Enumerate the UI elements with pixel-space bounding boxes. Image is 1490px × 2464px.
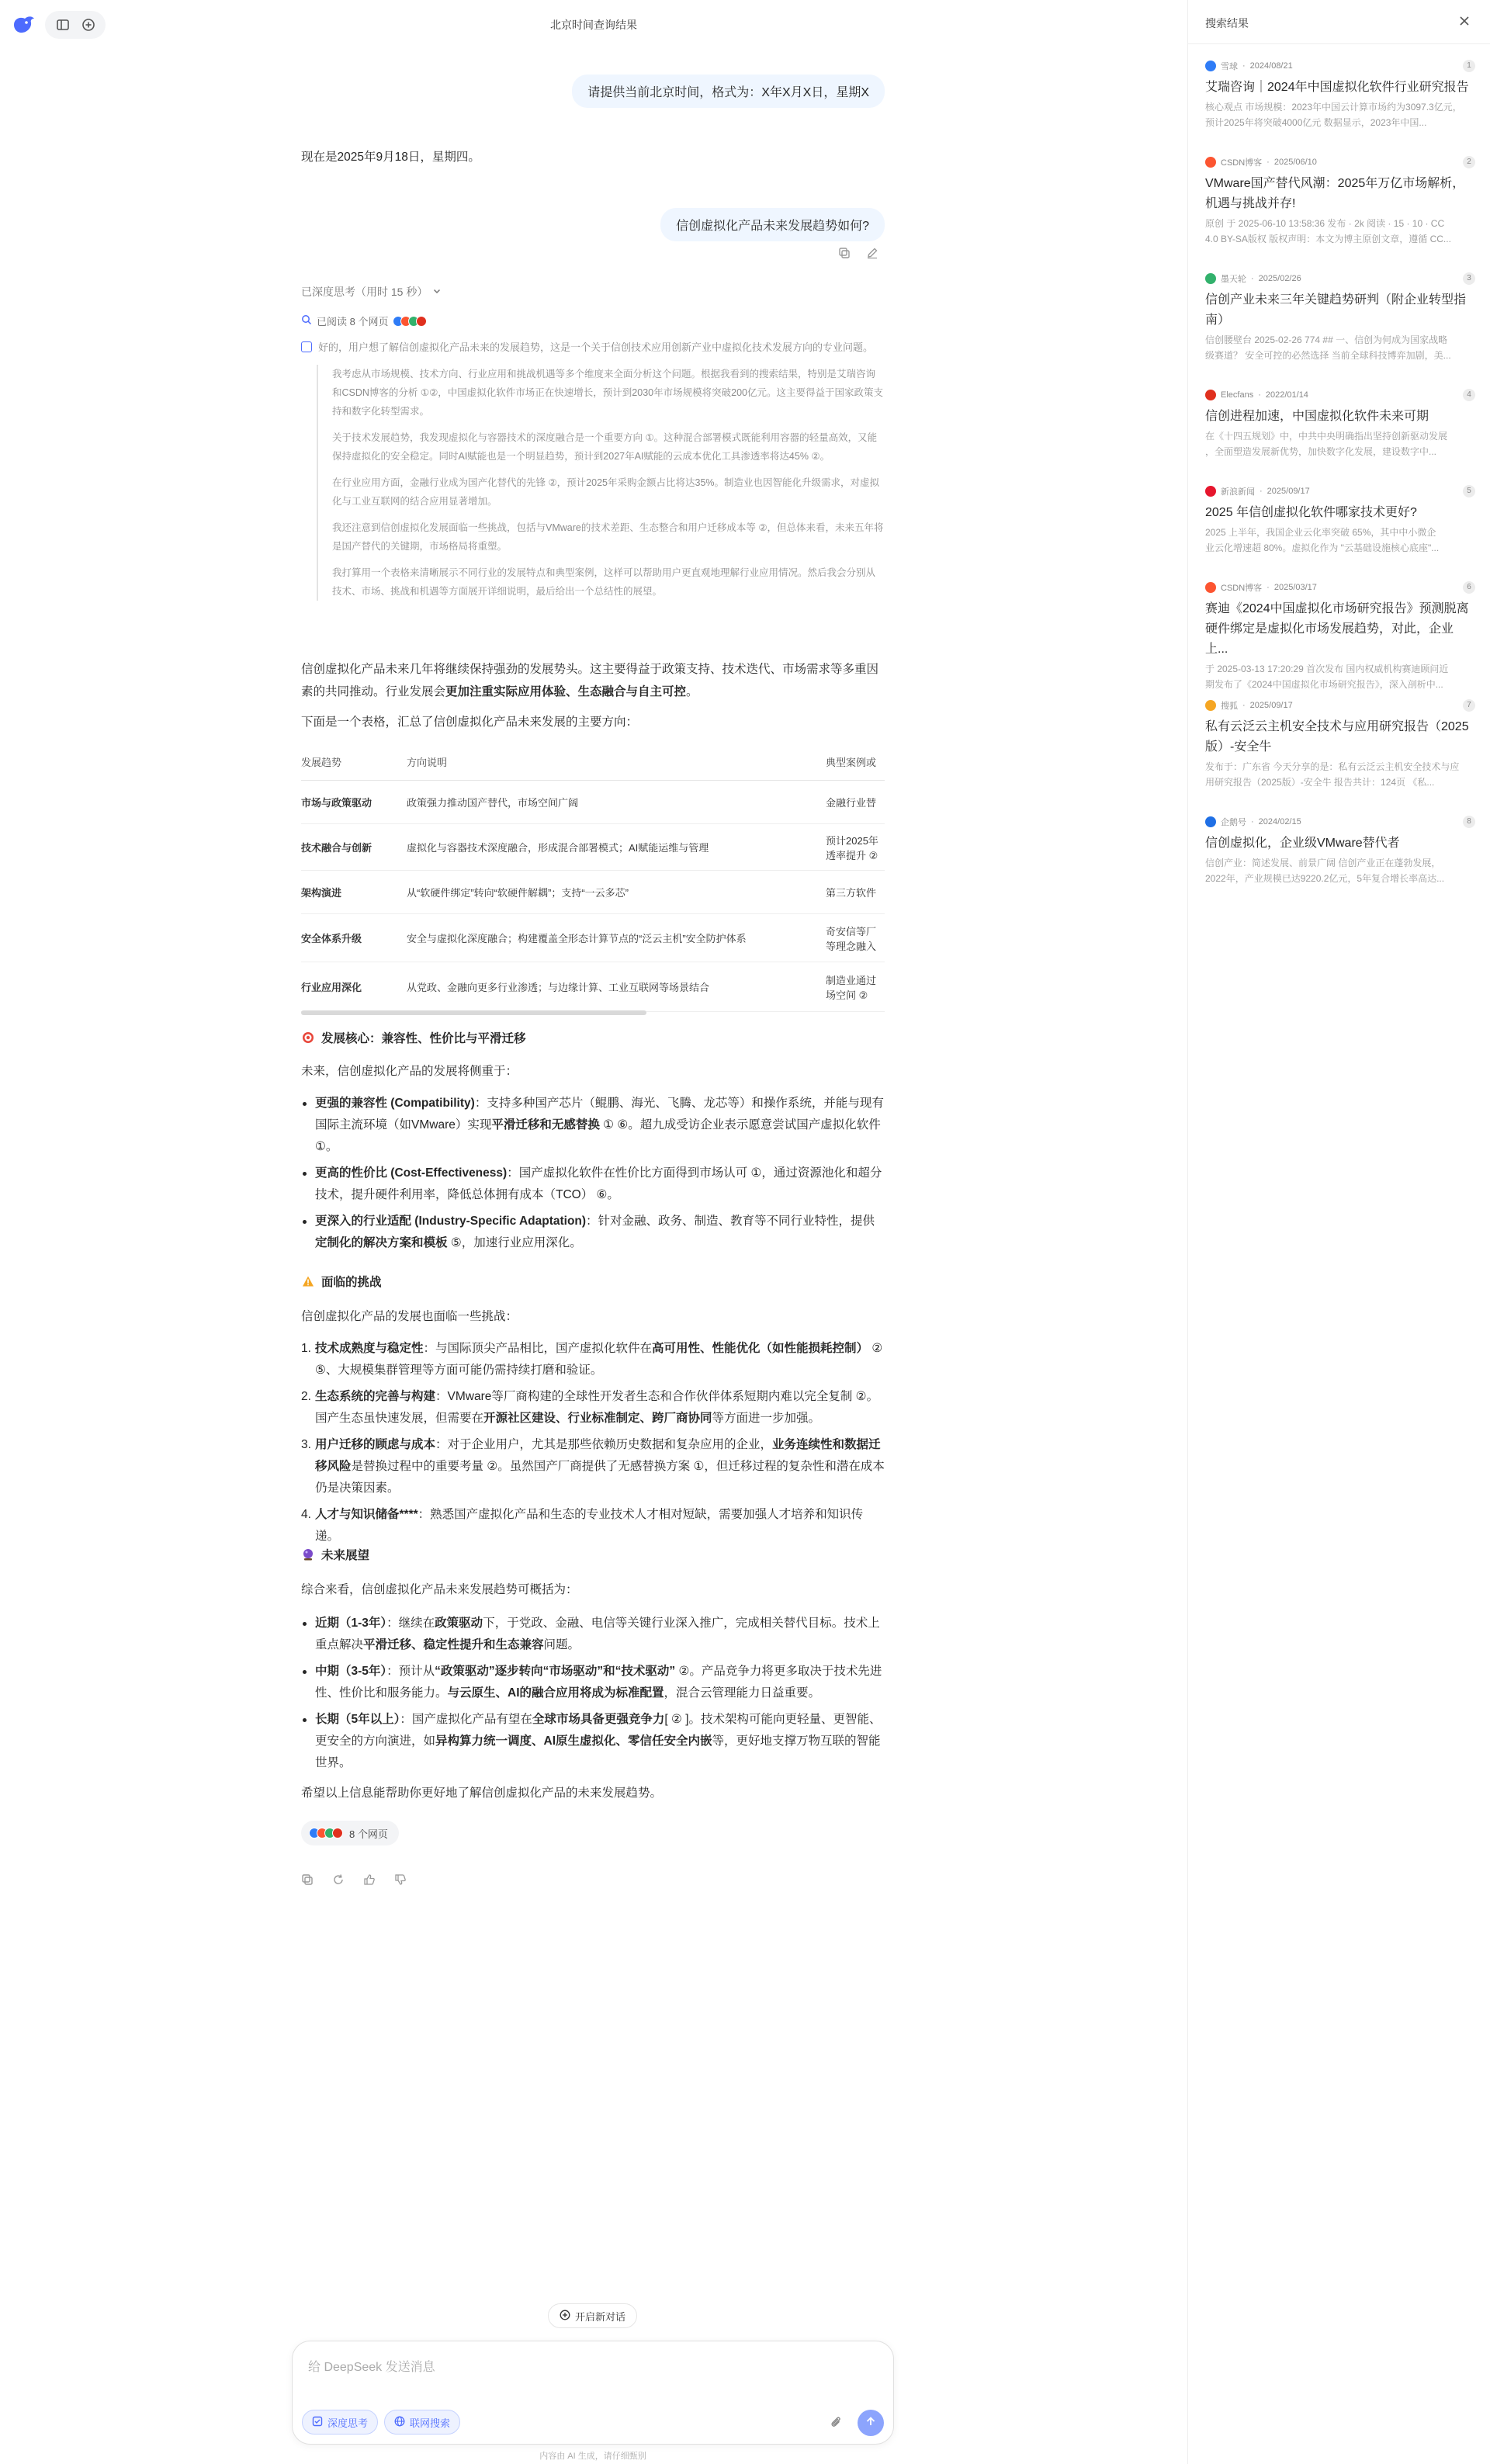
result-snippet: 期发布了《2024中国虚拟化市场研究报告》，深入剖析中... (1205, 679, 1443, 690)
answer-actions (301, 1873, 407, 1889)
think-label: 已深度思考（用时 15 秒） (301, 286, 428, 298)
message-input[interactable]: 给 DeepSeek 发送消息 (308, 2361, 435, 2374)
result-snippet: 信创腰壁台 2025-02-26 774 ## 一、信创为何成为国家战略 (1205, 334, 1448, 345)
result-snippet: 在《十四五规划》中，中共中央明确指出坚持创新驱动发展 (1205, 431, 1448, 442)
ai-answer-1: 现在是2025年9月18日，星期四。 (301, 151, 480, 164)
source-favicon-icon (1205, 390, 1216, 400)
result-title: 信创进程加速，中国虚拟化软件未来可期 (1205, 410, 1429, 423)
result-meta: CSDN博客 · 2025/06/10 2 (1205, 155, 1475, 169)
table-row (301, 824, 885, 871)
section-heading-core: 发展核心：兼容性、性价比与平滑迁移 (301, 1029, 526, 1046)
result-snippet: 2025 上半年，我国企业云化率突破 65%，其中中小微企 (1205, 527, 1436, 538)
case-cell: 金融行业替 (826, 781, 885, 824)
result-snippet: 信创产业：简述发展、前景广阔 信创产业正在蓬勃发展， (1205, 858, 1441, 868)
closing-text: 希望以上信息能帮助你更好地了解信创虚拟化产品的未来发展趋势。 (301, 1786, 663, 1800)
source-favicon-icon (1205, 273, 1216, 284)
user-message-actions (838, 247, 878, 263)
thumbs-down-icon[interactable] (394, 1873, 407, 1889)
result-snippet: 原创 于 2025-06-10 13:58:36 发布 · 2k 阅读 · 15 · 10 · CC (1205, 218, 1445, 229)
search-result-item[interactable] (1205, 484, 1475, 556)
table-header-cell: 典型案例或 (826, 743, 885, 781)
result-meta: 搜狐 · 2025/09/17 7 (1205, 698, 1475, 712)
core-list (301, 1093, 885, 1259)
think-paragraph: 我打算用一个表格来清晰展示不同行业的发展特点和典型案例，这样可以帮助用户更直观地理解行业应用情况。然后我会分别从技术、市场、挑战和机遇等方面展开详细说明，最后给出一个总结性的展望。 (332, 567, 876, 597)
result-meta: CSDN博客 · 2025/03/17 6 (1205, 580, 1475, 594)
list-item: 1. 技术成熟度与稳定性：与国际顶尖产品相比，国产虚拟化软件在高可用性、性能优化（如性能损耗控制） ② ⑤、大规模集群管理等方面可能仍需持续打磨和验证。 (301, 1342, 883, 1377)
desc-cell: 从党政、金融向更多行业渗透；与边缘计算、工业互联网等场景结合 (407, 962, 826, 1012)
copy-icon[interactable] (838, 247, 851, 263)
section-intro: 综合来看，信创虚拟化产品未来发展趋势可概括为： (301, 1583, 578, 1596)
list-item: 4. 人才与知识储备****：熟悉国产虚拟化产品和生态的专业技术人才相对短缺，需要加强人才培养和知识传递。 (301, 1508, 864, 1543)
trend-cell: 行业应用深化 (301, 962, 407, 1012)
result-snippet: 用研究报告（2025版）-安全牛 报告共计：124页 《私... (1205, 777, 1435, 788)
result-snippet: 级赛道？ 安全可控的必然选择 当前全球科技博弈加剧，美... (1205, 350, 1451, 361)
result-title: 私有云泛云主机安全技术与应用研究报告（2025版）-安全牛 (1205, 720, 1469, 754)
new-chat-button[interactable]: 开启新对话 (548, 2303, 637, 2328)
list-item: 近期（1-3年）：继续在政策驱动下，于党政、金融、电信等关键行业深入推广，完成相关替代目标。技术上重点解决平滑迁移、稳定性提升和生态兼容问题。 (301, 1613, 885, 1656)
result-snippet: 4.0 BY-SA版权 版权声明：本文为博主原创文章，遵循 CC... (1205, 234, 1451, 244)
outlook-list (301, 1613, 885, 1779)
user-message-1: 请提供当前北京时间，格式为：X年X月X日，星期X (572, 75, 885, 108)
result-snippet: 2022年，产业规模已达9220.2亿元，5年复合增长率高达... (1205, 873, 1445, 884)
case-cell: 预计2025年 透率提升 ② (826, 824, 885, 871)
source-favicon-icon (1205, 486, 1216, 497)
result-snippet: ，全面塑造发展新优势，加快数字化发展，建设数字中... (1205, 446, 1437, 457)
case-cell: 第三方软件 (826, 871, 885, 914)
think-paragraph: 我还注意到信创虚拟化发展面临一些挑战，包括与VMware的技术差距、生态整合和用户迁移成本等 ②，但总体来看，未来五年将是国产替代的关键期，市场格局将重塑。 (332, 522, 884, 552)
result-snippet: 业云化增速超 80%。虚拟化作为 "云基础设施核心底座"... (1205, 542, 1440, 553)
message-composer[interactable] (292, 2341, 894, 2445)
regenerate-icon[interactable] (332, 1873, 345, 1889)
source-favicon-icon (1205, 157, 1216, 168)
table-header-cell: 发展趋势 (301, 743, 407, 781)
deep-think-button[interactable]: 深度思考 (302, 2410, 378, 2435)
edit-icon[interactable] (866, 247, 878, 263)
desc-cell: 从“软硬件绑定”转向“软硬件解耦”；支持“一云多芯” (407, 871, 826, 914)
case-cell: 制造业通过 场空间 ② (826, 962, 885, 1012)
warning-icon (301, 1274, 315, 1288)
think-paragraph: 我考虑从市场规模、技术方向、行业应用和挑战机遇等多个维度来全面分析这个问题。根据我看到的搜索结果，特别是艾瑞咨询和CSDN博客的分析 ①②，中国虚拟化软件市场正在快速增长，预计到2030年市场规模将突破200亿元。这主要得益于国家政策支持和数字化转型需求。 (332, 369, 883, 417)
think-first-line: 好的，用户想了解信创虚拟化产品未来的发展趋势，这是一个关于信创技术应用创新产业中虚拟化技术发展方向的专业问题。 (301, 338, 885, 357)
result-snippet: 预计2025年将突破4000亿元 数据显示，2023年中国... (1205, 117, 1427, 128)
source-favicon-icon (1205, 816, 1216, 827)
result-snippet: 发布于：广东省 今天分享的是：私有云泛云主机安全技术与应 (1205, 761, 1460, 772)
trend-table[interactable] (301, 743, 885, 1012)
think-body (317, 365, 885, 601)
result-meta: 墨天轮 · 2025/02/26 3 (1205, 272, 1475, 286)
copy-icon[interactable] (301, 1873, 314, 1889)
challenge-list (301, 1338, 885, 1552)
result-meta: 新浪新闻 · 2025/09/17 5 (1205, 484, 1475, 498)
list-item: 更深入的行业适配 (Industry-Specific Adaptation)：针对金融、政务、制造、教育等不同行业特性，提供定制化的解决方案和模板 ⑤，加速行业应用深化。 (301, 1211, 885, 1254)
search-result-item[interactable] (1205, 580, 1475, 692)
result-title: 信创产业未来三年关键趋势研判（附企业转型指南） (1205, 293, 1467, 327)
table-header-row (301, 743, 885, 781)
trend-cell: 市场与政策驱动 (301, 781, 407, 824)
page-title: 北京时间查询结果 (550, 19, 637, 31)
divider (1188, 43, 1490, 44)
list-item: 3. 用户迁移的顾虑与成本：对于企业用户，尤其是那些依赖历史数据和复杂应用的企业，业务连续性和数据迁移风险是替换过程中的重要考量 ②。虽然国产厂商提供了无感替换方案 ①，但迁移过程的复杂性和潜在成本仍是决策因素。 (301, 1438, 885, 1495)
source-favicon-icon (1205, 61, 1216, 71)
trend-cell: 架构演进 (301, 871, 407, 914)
section-intro: 未来，信创虚拟化产品的发展将侧重于： (301, 1065, 518, 1078)
desc-cell: 安全与虚拟化深度融合；构建覆盖全形态计算节点的“泛云主机”安全防护体系 (407, 914, 826, 962)
target-icon (301, 1031, 315, 1045)
table-row (301, 871, 885, 914)
crystal-ball-icon (301, 1547, 315, 1561)
result-meta: Elecfans · 2022/01/14 4 (1205, 388, 1475, 402)
search-results-panel (1187, 0, 1490, 2464)
chevron-down-icon (432, 286, 442, 298)
source-favicons (309, 1828, 343, 1838)
arrow-up-icon (865, 2415, 877, 2431)
result-title: VMware国产替代风潮：2025年万亿市场解析，机遇与挑战并存! (1205, 177, 1465, 210)
search-result-item[interactable] (1205, 388, 1475, 459)
table-row (301, 962, 885, 1012)
think-paragraph: 在行业应用方面，金融行业成为国产化替代的先锋 ②，预计2025年采购金额占比将达35%。制造业也因智能化升级需求，对虚拟化与工业互联网的结合应用显著增加。 (332, 477, 880, 507)
attachment-icon[interactable] (828, 2414, 844, 2430)
list-item: 中期（3-5年）：预计从“政策驱动”逐步转向“市场驱动”和“技术驱动” ②。产品竞争力将更多取决于技术先进性、性价比和服务能力。与云原生、AI的融合应用将成为标准配置，混合云管理能力日益重要。 (301, 1661, 885, 1704)
webpage-sources-pill[interactable]: 8 个网页 (301, 1821, 399, 1845)
list-item: 长期（5年以上）：国产虚拟化产品有望在全球市场具备更强竞争力[ ② ]。技术架构可能向更轻量、更智能、更安全的方向演进，如异构算力统一调度、AI原生虚拟化、零信任安全内嵌等，更好地支撑万物互联的智能世界。 (301, 1709, 885, 1774)
table-intro: 下面是一个表格，汇总了信创虚拟化产品未来发展的主要方向： (301, 716, 639, 729)
source-favicon-icon (1205, 700, 1216, 711)
trend-cell: 安全体系升级 (301, 914, 407, 962)
result-title: 赛迪《2024中国虚拟化市场研究报告》预测脱离硬件绑定是虚拟化市场发展趋势，对此，企业上... (1205, 602, 1469, 656)
desc-cell: 政策强力推动国产替代，市场空间广阔 (407, 781, 826, 824)
source-favicons (393, 316, 427, 327)
deep-think-toggle[interactable] (301, 284, 442, 300)
source-favicon-icon (1205, 582, 1216, 593)
thinking-content (301, 338, 885, 608)
read-webpages-row[interactable] (301, 314, 427, 328)
search-result-item[interactable] (1205, 272, 1475, 363)
result-snippet: 于 2025-03-13 17:20:29 首次发布 国内权威机构赛迪顾问近 (1205, 664, 1449, 674)
result-snippet: 核心观点 市场规模：2023年中国云计算市场约为3097.3亿元， (1205, 102, 1462, 113)
web-search-button[interactable]: 联网搜索 (384, 2410, 460, 2435)
table-row (301, 781, 885, 824)
table-header-cell: 方向说明 (407, 743, 826, 781)
desc-cell: 虚拟化与容器技术深度融合，形成混合部署模式；AI赋能运维与管理 (407, 824, 826, 871)
new-chat-icon (560, 2310, 570, 2323)
section-heading-challenges: 面临的挑战 (301, 1273, 382, 1290)
trend-cell: 技术融合与创新 (301, 824, 407, 871)
search-result-item[interactable] (1205, 59, 1475, 130)
top-bar (0, 0, 1187, 50)
search-icon (301, 314, 312, 327)
send-button[interactable] (858, 2410, 884, 2436)
result-title: 艾瑞咨询｜2024年中国虚拟化软件行业研究报告 (1205, 81, 1469, 94)
search-result-item[interactable] (1205, 698, 1475, 790)
ai-disclaimer: 内容由 AI 生成，请仔细甄别 (539, 2452, 646, 2461)
table-scrollbar[interactable] (301, 1010, 646, 1015)
result-title: 2025 年信创虚拟化软件哪家技术更好? (1205, 506, 1417, 519)
section-heading-outlook: 未来展望 (301, 1546, 369, 1563)
list-item: 更强的兼容性 (Compatibility)：支持多种国产芯片（鲲鹏、海光、飞腾、龙芯等）和操作系统，并能与现有国际主流环境（如VMware）实现平滑迁移和无感替换 ① ⑥。超九成受访企业表示愿意尝试国产虚拟化软件 ①。 (301, 1093, 885, 1158)
result-meta: 雪球 · 2024/08/21 1 (1205, 59, 1475, 73)
result-title: 信创虚拟化，企业级VMware替代者 (1205, 837, 1400, 850)
close-icon[interactable] (1457, 14, 1471, 28)
panel-title: 搜索结果 (1205, 17, 1249, 29)
search-result-item[interactable] (1205, 815, 1475, 886)
deep-think-icon (312, 2416, 323, 2429)
user-message-2: 信创虚拟化产品未来发展趋势如何? (660, 208, 885, 241)
think-icon (301, 341, 312, 352)
ai-intro: 信创虚拟化产品未来几年将继续保持强劲的发展势头。这主要得益于政策支持、技术迭代、市场需求等多重因素的共同推动。行业发展会更加注重实际应用体验、生态融合与自主可控。 (301, 663, 879, 698)
search-result-item[interactable] (1205, 155, 1475, 247)
globe-icon (394, 2416, 405, 2429)
case-cell: 奇安信等厂 等理念融入 (826, 914, 885, 962)
think-paragraph: 关于技术发展趋势，我发现虚拟化与容器技术的深度融合是一个重要方向 ①。这种混合部署模式既能利用容器的轻量高效，又能保持虚拟化的安全稳定。同时AI赋能也是一个明显趋势，预计到2027年AI赋能的云成本优化工具渗透率将达45% ②。 (332, 432, 878, 462)
thumbs-up-icon[interactable] (363, 1873, 376, 1889)
list-item: 更高的性价比 (Cost-Effectiveness)：国产虚拟化软件在性价比方面得到市场认可 ①，通过资源池化和超分技术，提升硬件利用率，降低总体拥有成本（TCO） ⑥。 (301, 1163, 885, 1206)
section-intro: 信创虚拟化产品的发展也面临一些挑战： (301, 1310, 518, 1323)
list-item: 2. 生态系统的完善与构建：VMware等厂商构建的全球性开发者生态和合作伙伴体系短期内难以完全复制 ②。国产生态虽快速发展，但需要在开源社区建设、行业标准制定、跨厂商协同等方面进一步加强。 (301, 1390, 879, 1425)
read-label: 已阅读 8 个网页 (317, 316, 389, 327)
result-meta: 企鹅号 · 2024/02/15 8 (1205, 815, 1475, 829)
table-row (301, 914, 885, 962)
